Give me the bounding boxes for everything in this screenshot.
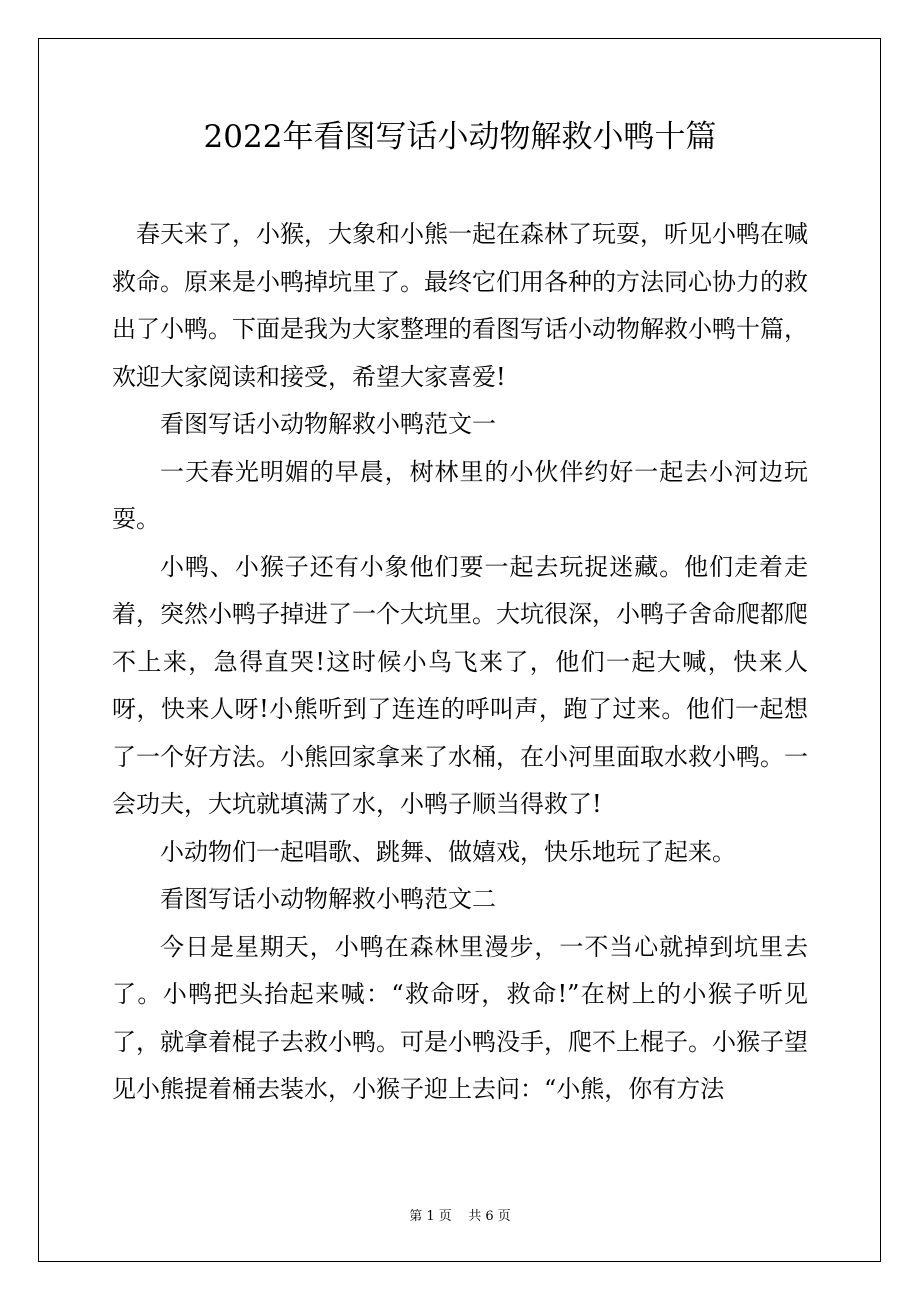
- paragraph: 一天春光明媚的早晨，树林里的小伙伴约好一起去小河边玩耍。: [112, 457, 808, 533]
- paragraph: 小动物们一起唱歌、跳舞、做嬉戏，快乐地玩了起来。: [160, 837, 736, 866]
- page-number-footer: 第 1 页 共 6 页: [409, 1209, 511, 1224]
- paragraph: 今日是星期天，小鸭在森林里漫步，一不当心就掉到坑里去了。小鸭把头抬起来喊：“救命呀，救命!”在树上的小猴子听见了，就拿着棍子去救小鸭。可是小鸭没手，爬不上棍子。小猴子望见小熊提着桶去装水，小猴子迎上去问：“小熊，你有方法: [112, 932, 808, 1103]
- section-heading-1: 看图写话小动物解救小鸭范文一: [160, 410, 496, 438]
- document-body: [112, 211, 808, 1114]
- section-heading-2: 看图写话小动物解救小鸭范文二: [160, 885, 496, 913]
- intro-paragraph: 春天来了，小猴，大象和小熊一起在森林了玩耍，听见小鸭在喊救命。原来是小鸭掉坑里了。最终它们用各种的方法同心协力的救出了小鸭。下面是我为大家整理的看图写话小动物解救小鸭十篇，欢迎大家阅读和接受，希望大家喜爱!: [112, 220, 808, 391]
- paragraph: 小鸭、小猴子还有小象他们要一起去玩捉迷藏。他们走着走着，突然小鸭子掉进了一个大坑里。大坑很深，小鸭子舍命爬都爬不上来，急得直哭!这时候小鸟飞来了，他们一起大喊，快来人呀，快来人呀!小熊听到了连连的呼叫声，跑了过来。他们一起想了一个好方法。小熊回家拿来了水桶，在小河里面取水救小鸭。一会功夫，大坑就填满了水，小鸭子顺当得救了!: [112, 552, 808, 818]
- document-title: 2022年看图写话小动物解救小鸭十篇: [203, 119, 717, 155]
